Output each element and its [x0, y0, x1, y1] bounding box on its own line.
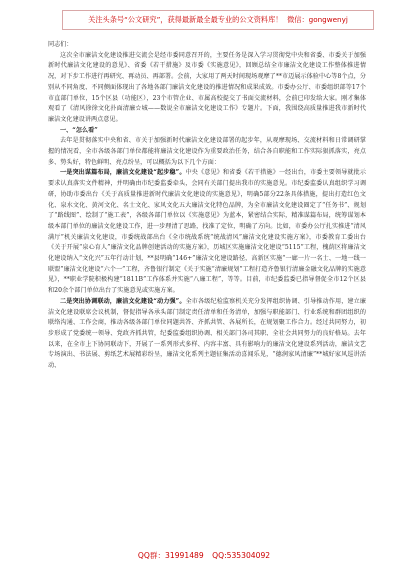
document-body — [48, 40, 366, 372]
point-1-body: 中央《意见》和省委《若干措施》一经出台，市委主要领导就批示要求认真落实文件精神，并明确由市纪委监委牵头，会同有关部门提出我市的实施意见。市纪委监委认真组织学习调研，协助市委出台《关于高质量推进新时代廉洁文化建设的实施意见》，明确5部分22条具体措施，提出打造红色文化、泉水文化、黄河文化、名士文化、家风文化五大廉洁文化特色品牌，为全市廉洁文化建设圈定了“任务书”、规划了“路线图”、绘制了“施工表”，各级各部门单位以《实施意见》为蓝本，紧密结合实际，精准谋篇布局，统筹谋划本级本部门单位的廉洁文化建设工作，进一步理清了思路，找准了定位，明确了方向。比如，市委办公厅扎实推进“清风满厅”机关廉洁文化建设，市委统战部出台《全市统战系统“统战清风”廉洁文化建设实施方案》，市委教育工委出台《关于开展“泉心育人”廉洁文化品牌创建活动的实施方案》，历城区实施廉洁文化建设“5115”工程，槐荫区将廉洁文化建设纳入“文化兴”五年行动计划，**县明确“146+”廉洁文化建设路径，高新区实施“一廊一片一名士、一地一线一联盟”廉洁文化建设“六个一”工程，齐鲁银行制定《关于实施“清廉规划”工程打造齐鲁银行清廉金融文化品牌的实施意见》，**职业学院积极构建“1811B”工作体系并实施“八廉工程”，等等。目前，市纪委监委已指导督促全市12个区县和20余个部门单位出台了实施意见或实施方案。 — [48, 169, 367, 295]
footer-contact — [0, 550, 408, 561]
point-2-title: 二是突出协调联动，廉洁文化建设“动力强”。 — [60, 297, 186, 305]
section-1-body: 去年是贯彻落实中央和省、市关于加强新时代廉洁文化建设部署的起步年，从观摩现场、交流材料和日常调研掌握的情况看，全市各级各部门单位都能将廉洁文化建设作为重要政治任务，结合各自职能和工作实际狠抓落实，亮点多、势头好，特色鲜明、亮点纷呈，可以概括为以下几个方面： — [48, 137, 366, 166]
footer-qq-group: QQ群：31991489 — [137, 551, 204, 560]
greeting: 同志们： — [48, 41, 73, 48]
point-2-body: 全市各级纪检监察机关充分发挥组织协调、引导推动作用，建立廉洁文化建设联席会议机制，督促指导各承头部门制定责任清单和任务清单，加强与职能部门、行业系统和群团组织的联络沟通、工作会商，推动各级各部门单位同题共答、齐抓共管、各展所长，在规划聚工作合力。经过共同努力，初步形成了党委统一领导、党政齐抓共管，纪委监委组织协调、相关部门各司其职、全社会共同努力的良好格局。去年以来，在全市上下协同联动下，开展了一系列形式多样、内容丰富、具有影响力的廉洁文化建设系列活动，廉洁文艺专场演出、书法展、剪纸艺术展精彩纷呈，廉洁文化系列主题征集活动喜闻乐见，“德润家风清廉”**城好家风巡讲活动、 — [48, 297, 367, 370]
promo-banner[interactable] — [62, 10, 374, 30]
point-1-paragraph — [48, 168, 366, 296]
section-1-heading: 一、“怎么看” — [60, 126, 98, 134]
intro-paragraph: 这次全市廉洁文化建设推进交流会是经市委同意召开的，主要任务是深入学习贯彻党中央和省委、市委关于加强新时代廉洁文化建设的意见》、省委《若干措施》及市委《实施意见》，回顾总结全市廉洁文化建设工作整体推进情况，对下步工作进行再研究、再动员、再部署。会前，大家用了两天时间现场观摩了**市迈展示体验中心等8个点，分别从不同角度、不同侧面体现出了各地各部门廉洁文化建设的推进情况和成果成效。市委办公厅、市委组织部等17个市直部门单位，15个区县（功能区），23个市管企业、市属高校提交了书面交流材料，会前已印发给大家。刚才集体观看了《清风徐徐文化扑面清廉☆城——数说全市廉洁文化建设工作》专题片。下面，我围绕高质量推进我市新时代廉洁文化建设讲两点意见。 — [48, 51, 366, 123]
banner-wechat[interactable]: 微信：gongwenyj — [287, 15, 348, 24]
banner-text: 关注头条号“公文研究”，获得最新最全最专业的公文资料库！ — [88, 15, 283, 24]
point-1-title: 一是突出谋篇布局，廉洁文化建设“起步稳”。 — [60, 169, 186, 177]
point-2-paragraph — [48, 297, 366, 372]
footer-qq: QQ:535304092 — [212, 551, 271, 560]
